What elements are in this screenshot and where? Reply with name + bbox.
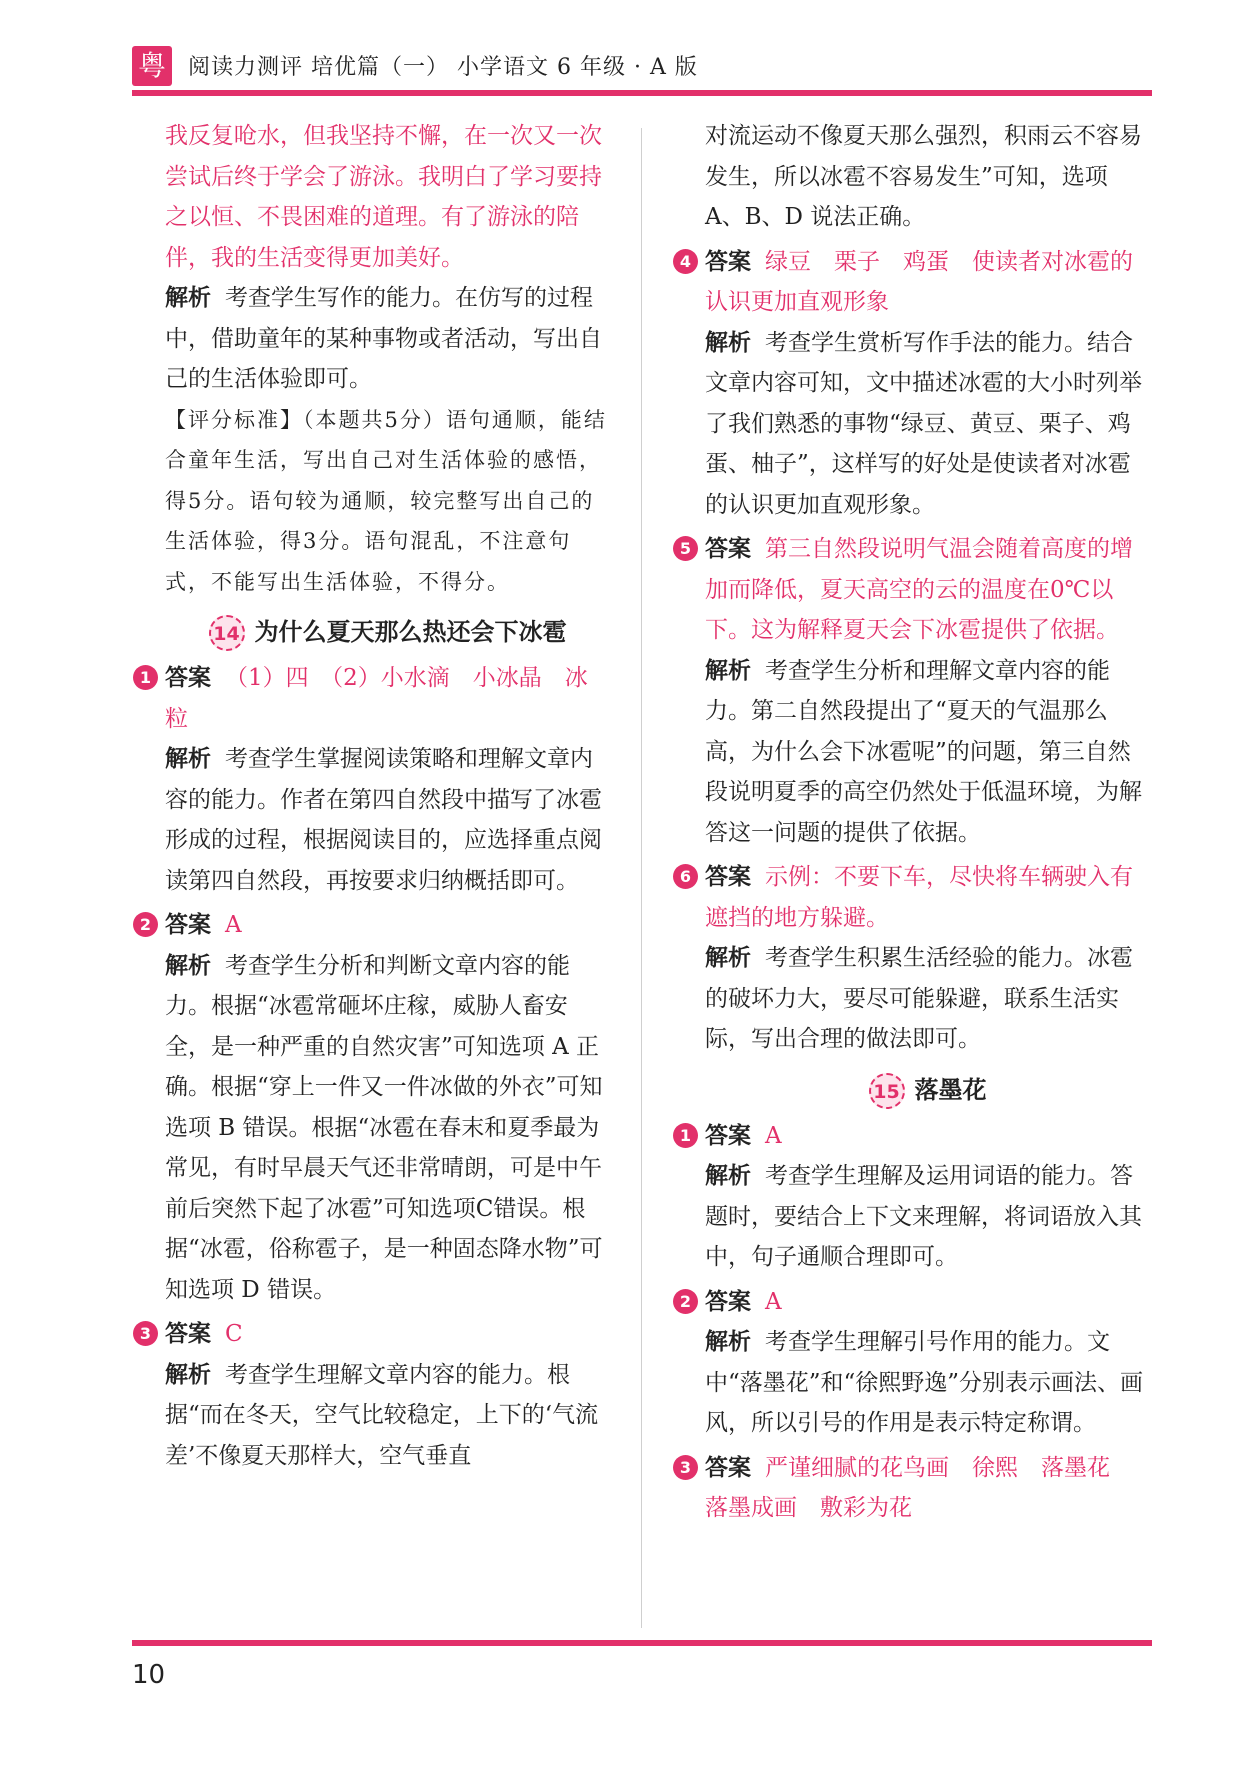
s15-question-1 bbox=[679, 1116, 1150, 1278]
analysis-text: 考查学生理解引号作用的能力。文中“落墨花”和“徐熙野逸”分别表示画法、画风，所以引号的作用是表示特定称谓。 bbox=[705, 1329, 1144, 1436]
header-rule bbox=[132, 90, 1152, 96]
question-number-badge: 1 bbox=[133, 665, 158, 690]
analysis-label: 解析 bbox=[165, 285, 211, 311]
score-standard: 【评分标准】（本题共5分）语句通顺，能结合童年生活，写出自己对生活体验的感悟，得5分。语句较为通顺，较完整写出自己的生活体验，得3分。语句混乱，不注意句式，不能写出生活体验，不得分。 bbox=[165, 407, 607, 594]
analysis-label: 解析 bbox=[705, 1163, 751, 1189]
answer-label: 答案 bbox=[705, 536, 751, 562]
analysis-label: 解析 bbox=[705, 329, 751, 356]
publisher-logo: 粤 bbox=[132, 46, 172, 86]
question-number-badge: 2 bbox=[133, 912, 158, 937]
answer-label: 答案 bbox=[705, 1454, 751, 1481]
answer-label: 答案 bbox=[705, 1122, 751, 1149]
section-number-badge: 14 bbox=[209, 615, 245, 651]
answer-label: 答案 bbox=[165, 665, 211, 691]
analysis-label: 解析 bbox=[165, 952, 211, 979]
section-15-title bbox=[705, 1070, 1150, 1110]
question-number-badge: 1 bbox=[673, 1123, 698, 1148]
analysis-text: 考查学生写作的能力。在仿写的过程中，借助童年的某种事物或者活动，写出自己的生活体验即可。 bbox=[165, 285, 602, 392]
section-14-title bbox=[165, 612, 610, 652]
analysis-label: 解析 bbox=[165, 1361, 211, 1388]
left-column bbox=[139, 116, 610, 1476]
question-5 bbox=[679, 529, 1150, 853]
analysis-text: 考查学生理解及运用词语的能力。答题时，要结合上下文来理解，将词语放入其中，句子通顺合理即可。 bbox=[705, 1163, 1142, 1270]
analysis-label: 解析 bbox=[705, 657, 751, 684]
answer-text: 示例：不要下车，尽快将车辆驶入有遮挡的地方躲避。 bbox=[705, 864, 1133, 931]
analysis-text: 考查学生积累生活经验的能力。冰雹的破坏力大，要尽可能躲避，联系生活实际，写出合理的做法即可。 bbox=[705, 945, 1133, 1052]
question-number-badge: 4 bbox=[673, 249, 698, 274]
question-6 bbox=[679, 857, 1150, 1060]
question-number-badge: 3 bbox=[133, 1321, 158, 1346]
answer-text: 第三自然段说明气温会随着高度的增加而降低，夏天高空的云的温度在0℃以下。这为解释夏天会下冰雹提供了依据。 bbox=[705, 536, 1133, 643]
answer-text: A bbox=[225, 912, 242, 938]
question-number-badge: 2 bbox=[673, 1289, 698, 1314]
page-header bbox=[132, 40, 1152, 90]
s15-question-2 bbox=[679, 1282, 1150, 1444]
analysis-label: 解析 bbox=[705, 945, 751, 971]
answer-text: C bbox=[225, 1321, 243, 1347]
answer-text: （1）四 （2）小水滴 小冰晶 冰粒 bbox=[165, 665, 588, 732]
continued-analysis: 对流运动不像夏天那么强烈，积雨云不容易发生，所以冰雹不容易发生”可知，选项 A、B、D 说法正确。 bbox=[705, 123, 1142, 230]
page-number: 10 bbox=[132, 1660, 166, 1690]
question-1 bbox=[139, 658, 610, 901]
question-3 bbox=[139, 1314, 610, 1476]
analysis-label: 解析 bbox=[705, 1329, 751, 1355]
intro-analysis bbox=[165, 278, 610, 400]
answer-text: 严谨细腻的花鸟画 徐熙 落墨花 落墨成画 敷彩为花 bbox=[705, 1454, 1133, 1521]
s15-question-3 bbox=[679, 1448, 1150, 1529]
column-divider bbox=[641, 128, 642, 1628]
analysis-text: 考查学生分析和理解文章内容的能力。第二自然段提出了“夏天的气温那么高，为什么会下冰雹呢”的问题，第三自然段说明夏季的高空仍然处于低温环境，为解答这一问题的提供了依据。 bbox=[705, 657, 1142, 846]
question-number-badge: 3 bbox=[673, 1455, 698, 1480]
question-2 bbox=[139, 905, 610, 1310]
analysis-text: 考查学生掌握阅读策略和理解文章内容的能力。作者在第四自然段中描写了冰雹形成的过程，根据阅读目的，应选择重点阅读第四自然段，再按要求归纳概括即可。 bbox=[165, 746, 602, 894]
answer-text: A bbox=[765, 1122, 782, 1149]
question-number-badge: 6 bbox=[673, 864, 698, 889]
intro-answer: 我反复呛水，但我坚持不懈，在一次又一次尝试后终于学会了游泳。我明白了学习要持之以恒、不畏困难的道理。有了游泳的陪伴，我的生活变得更加美好。 bbox=[165, 123, 602, 271]
section-title-text: 为什么夏天那么热还会下冰雹 bbox=[254, 618, 567, 646]
answer-label: 答案 bbox=[705, 248, 751, 275]
section-title-text: 落墨花 bbox=[914, 1075, 987, 1104]
answer-label: 答案 bbox=[705, 864, 751, 890]
analysis-text: 考查学生理解文章内容的能力。根据“而在冬天，空气比较稳定，上下的‘气流差’不像夏天那样大，空气垂直 bbox=[165, 1361, 599, 1469]
question-number-badge: 5 bbox=[673, 536, 698, 561]
answer-text: 绿豆 栗子 鸡蛋 使读者对冰雹的认识更加直观形象 bbox=[705, 248, 1133, 315]
answer-text: A bbox=[765, 1288, 782, 1315]
footer-rule bbox=[132, 1640, 1152, 1646]
section-number-badge: 15 bbox=[869, 1073, 905, 1109]
analysis-text: 考查学生分析和判断文章内容的能力。根据“冰雹常砸坏庄稼，威胁人畜安全，是一种严重的自然灾害”可知选项 A 正确。根据“穿上一件又一件冰做的外衣”可知选项 B 错误。根据“冰雹在春末和夏季最为常见，有时早晨天气还非常晴朗，可是中午前后突然下起了冰雹”可知选项C错误。根据“冰雹，俗称雹子，是一种固态降水物”可知选项 D 错误。 bbox=[165, 952, 603, 1303]
answer-label: 答案 bbox=[705, 1288, 751, 1315]
analysis-text: 考查学生赏析写作手法的能力。结合文章内容可知，文中描述冰雹的大小时列举了我们熟悉的事物“绿豆、黄豆、栗子、鸡蛋、柚子”，这样写的好处是使读者对冰雹的认识更加直观形象。 bbox=[705, 329, 1142, 518]
analysis-label: 解析 bbox=[165, 746, 211, 772]
answer-label: 答案 bbox=[165, 1321, 211, 1347]
question-4 bbox=[679, 242, 1150, 526]
right-column bbox=[679, 116, 1150, 1529]
header-title: 阅读力测评 培优篇（一） 小学语文 6 年级 · A 版 bbox=[188, 55, 698, 80]
answer-label: 答案 bbox=[165, 912, 211, 938]
